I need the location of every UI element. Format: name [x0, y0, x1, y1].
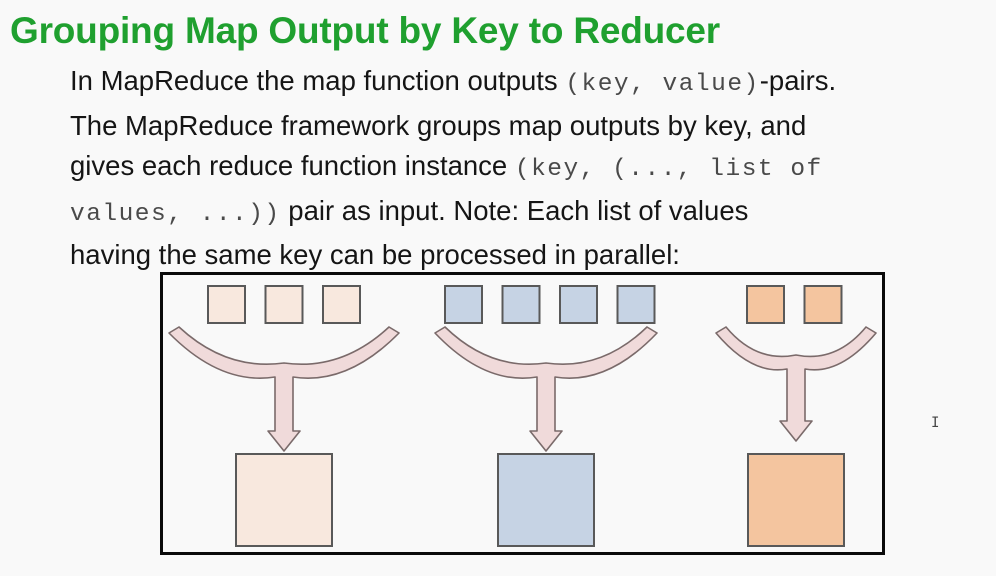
- input-pair-box: [323, 286, 360, 323]
- slide-title: Grouping Map Output by Key to Reducer: [10, 10, 720, 51]
- slide-body: [70, 61, 975, 276]
- code-key-list: (key, (..., list of: [514, 156, 823, 183]
- diagram-canvas: [163, 275, 882, 552]
- reducer-box: [236, 454, 332, 546]
- input-pair-box: [560, 286, 597, 323]
- input-pair-box: [266, 286, 303, 323]
- grouping-arrow: [435, 327, 657, 451]
- code-key-value: (key, value): [565, 71, 760, 98]
- input-pair-box: [503, 286, 540, 323]
- input-pair-box: [747, 286, 784, 323]
- reducer-box: [498, 454, 594, 546]
- body-text-segment: gives each reduce function instance: [70, 150, 515, 181]
- input-pair-box: [208, 286, 245, 323]
- input-pair-box: [445, 286, 482, 323]
- grouping-diagram: [160, 272, 885, 555]
- body-text-segment: In MapReduce the map function outputs: [70, 65, 566, 96]
- code-values: values, ...)): [70, 200, 281, 228]
- grouping-arrow: [716, 327, 876, 441]
- body-text-segment: pair as input. Note: Each list of values: [280, 194, 749, 226]
- body-line-3: [70, 146, 975, 191]
- body-line-5: having the same key can be processed in parallel:: [70, 239, 680, 270]
- body-line-2: The MapReduce framework groups map outputs by key, and: [70, 109, 807, 141]
- body-line-4: [70, 191, 975, 236]
- input-pair-box: [618, 286, 655, 323]
- body-text-segment: -pairs.: [759, 65, 837, 96]
- body-line-1: [70, 61, 975, 106]
- text-cursor-icon: I: [931, 415, 940, 431]
- reducer-box: [748, 454, 844, 546]
- grouping-arrow: [169, 327, 399, 451]
- input-pair-box: [805, 286, 842, 323]
